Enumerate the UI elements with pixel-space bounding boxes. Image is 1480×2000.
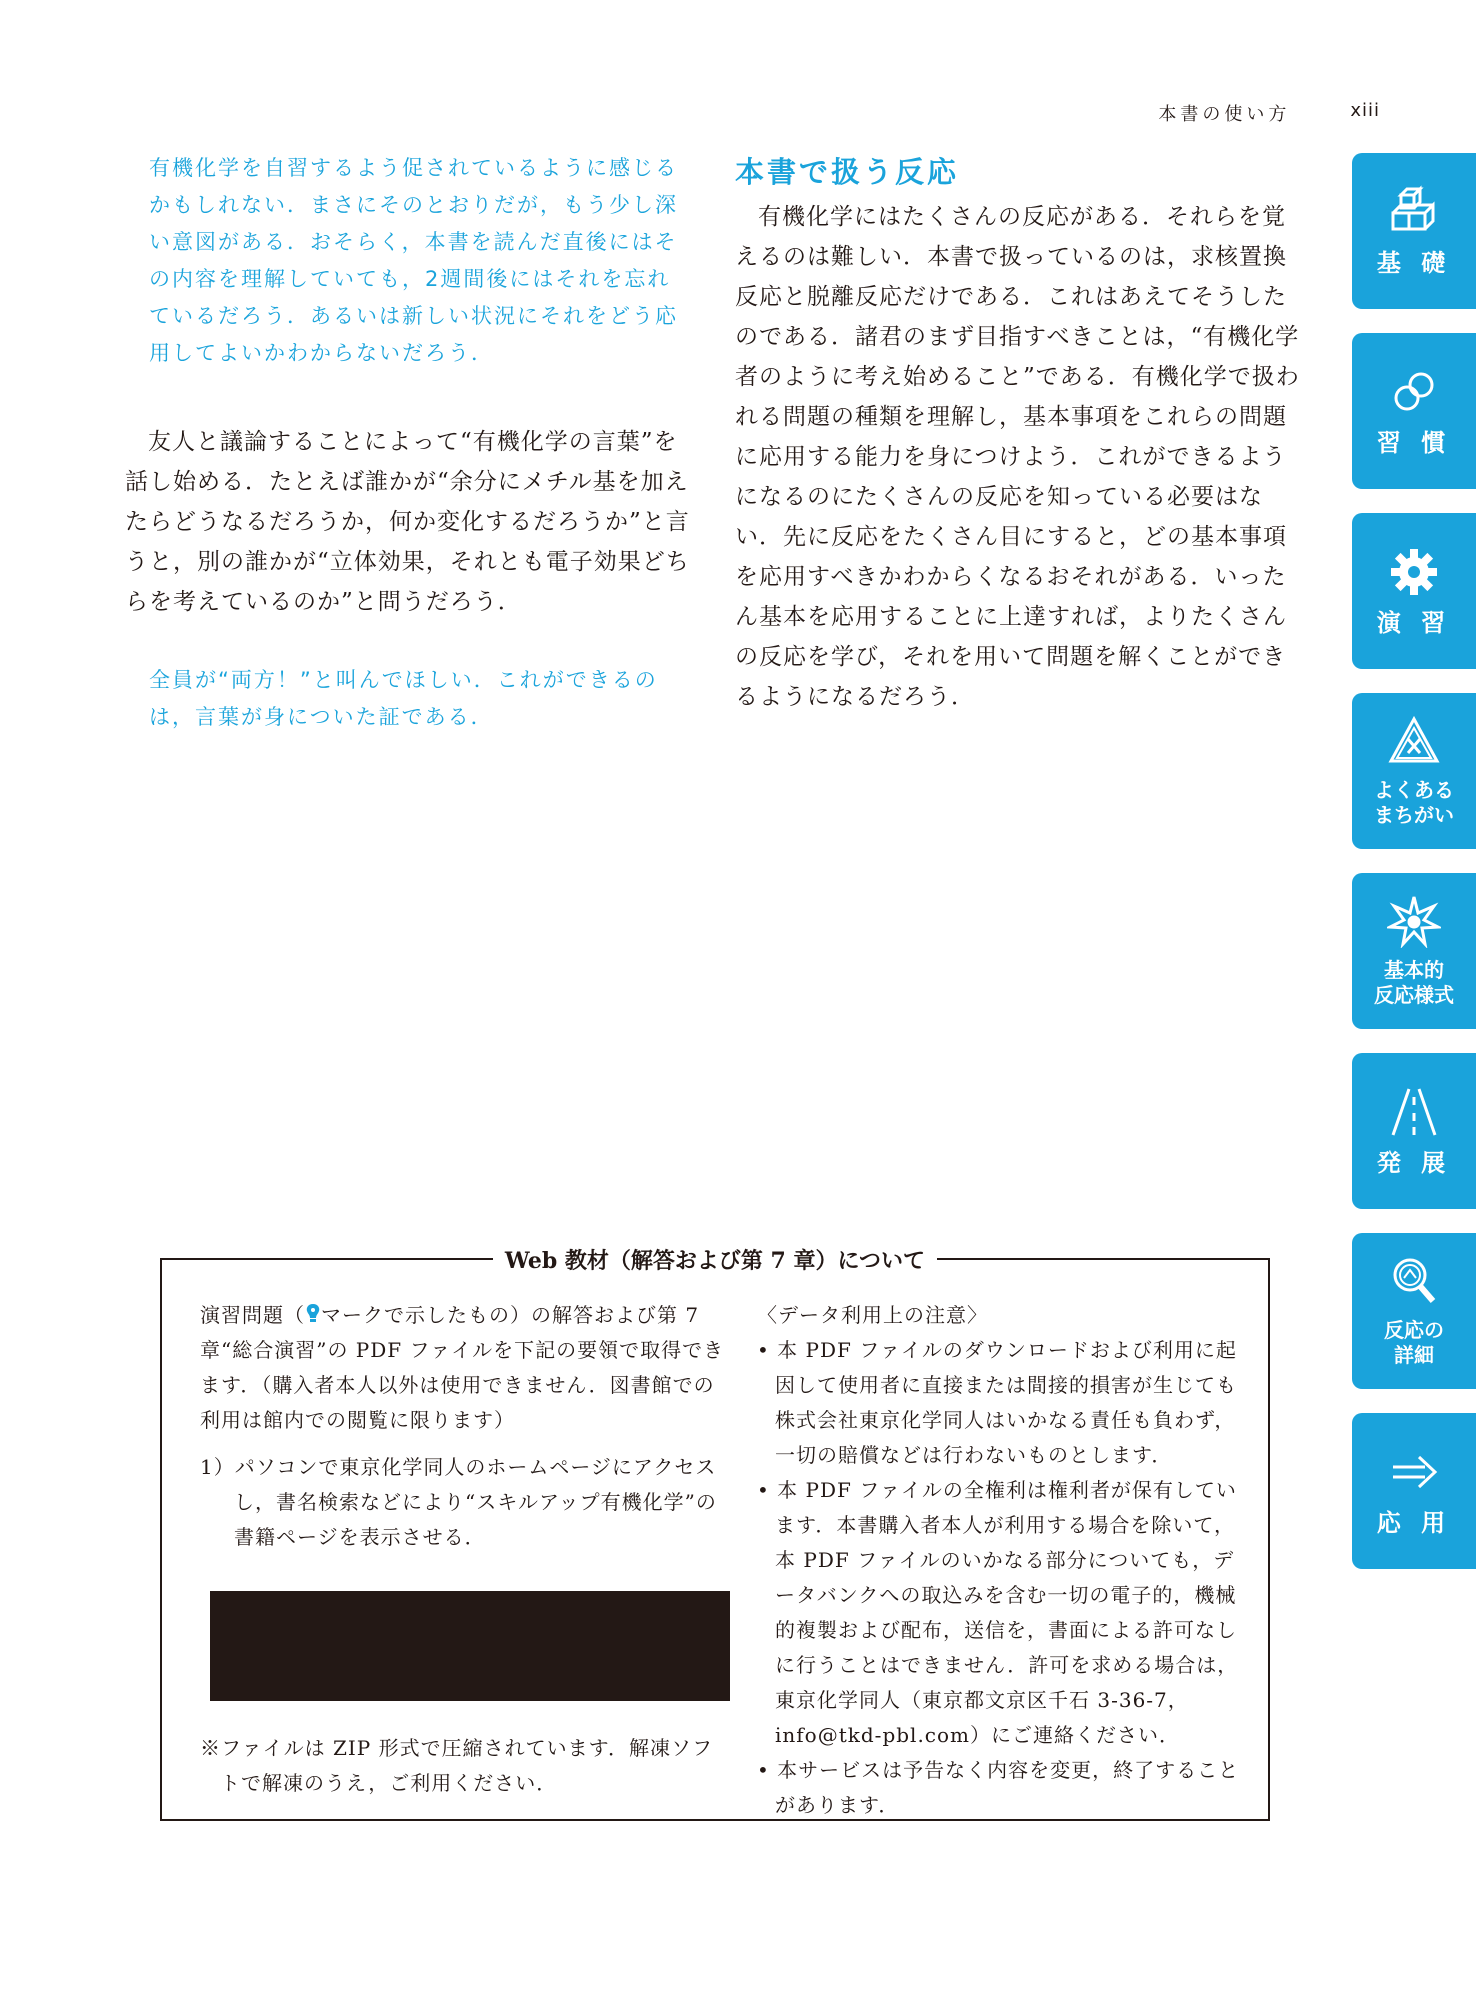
tab-label: 基 礎 — [1376, 249, 1452, 277]
tab-label: 基本的 反応様式 — [1374, 958, 1454, 1007]
caution-heading: 〈データ利用上の注意〉 — [757, 1303, 988, 1327]
rings-icon — [1387, 365, 1441, 419]
tab-hatten[interactable] — [1352, 1053, 1476, 1209]
box-title-text: Web 教材（解答および第 7 章）について — [493, 1248, 937, 1274]
tab-label: よくある まちがい — [1374, 778, 1454, 827]
arrow-icon — [1387, 1445, 1441, 1499]
gear-icon — [1387, 545, 1441, 599]
lightbulb-icon — [305, 1303, 321, 1325]
intro-text — [200, 1298, 725, 1438]
tab-kiso[interactable] — [1352, 153, 1476, 309]
tab-label: 発 展 — [1376, 1149, 1452, 1177]
tab-reaction-patterns[interactable] — [1352, 873, 1476, 1029]
intro-part-b: マークで示したもの）の解答および第 7 章“総合演習”の PDF ファイルを下記の要領で取得できます．（購入者本人以外は使用できません．図書館での利用は館内での閲覧に限ります） — [200, 1303, 725, 1432]
tab-label: 応 用 — [1376, 1509, 1452, 1537]
tab-enshu[interactable] — [1352, 513, 1476, 669]
tab-reaction-details[interactable] — [1352, 1233, 1476, 1389]
tab-label: 演 習 — [1376, 609, 1452, 637]
running-header — [1158, 100, 1380, 126]
study-note: 有機化学を自習するよう促されているように感じるかもしれない．まさにそのとおりだが，もう少し深い意図がある．おそらく，本書を読んだ直後にはその内容を理解していても，2週間後にはそれを忘れているだろう．あるいは新しい状況にそれをどう応用してよいかわからないだろう． — [149, 156, 678, 365]
step-1: 1）パソコンで東京化学同人のホームページにアクセスし，書名検索などにより“スキルアップ有機化学”の書籍ページを表示させる． — [200, 1455, 717, 1549]
usage-cautions — [757, 1298, 1247, 1823]
tab-oyo[interactable] — [1352, 1413, 1476, 1569]
page-number: xiii — [1350, 100, 1380, 121]
warning-x-icon — [1387, 714, 1441, 768]
web-materials-box — [160, 1248, 1270, 1821]
running-title: 本書の使い方 — [1158, 104, 1291, 125]
intro-part-a: 演習問題（ — [200, 1303, 305, 1327]
tab-shukan[interactable] — [1352, 333, 1476, 489]
right-column — [735, 150, 1305, 717]
download-instructions — [200, 1298, 725, 1801]
tab-label: 習 慣 — [1376, 429, 1452, 457]
discussion-paragraph: 友人と議論することによって“有機化学の言葉”を話し始める．たとえば誰かが“余分にメチル基を加えたらどうなるだろうか，何か変化するだろうか”と言うと，別の誰かが“立体効果，それとも電子効果どちらを考えているのか”と問うだろう． — [125, 429, 690, 615]
section-heading: 本書で扱う反応 — [735, 155, 960, 189]
magnifier-icon — [1387, 1254, 1441, 1308]
tab-mistakes[interactable] — [1352, 693, 1476, 849]
redacted-block — [210, 1591, 730, 1701]
answer-note: 全員が“両方！”と叫んでほしい．これができるのは，言葉が身についた証である． — [149, 668, 658, 729]
zip-note: ※ファイルは ZIP 形式で圧縮されています．解凍ソフトで解凍のうえ，ご利用ください． — [200, 1736, 713, 1795]
left-column — [125, 150, 695, 736]
tab-label: 反応の 詳細 — [1384, 1318, 1444, 1367]
caution-item: • 本 PDF ファイルのダウンロードおよび利用に起因して使用者に直接または間接的損害が生じても株式会社東京化学同人はいかなる責任も負わず，一切の賠償などは行わないものとします． — [757, 1338, 1237, 1467]
chapter-tabs — [1352, 153, 1480, 1593]
box-title — [162, 1244, 1268, 1275]
road-icon — [1387, 1085, 1441, 1139]
reactions-paragraph: 有機化学にはたくさんの反応がある．それらを覚えるのは難しい．本書で扱っているのは，求核置換反応と脱離反応だけである．これはあえてそうしたのである．諸君のまず目指すべきことは，“有機化学者のように考え始めること”である．有機化学で扱われる問題の種類を理解し，基本事項をこれらの問題に応用する能力を身につけよう．これができるようになるのにたくさんの反応を知っている必要はない．先に反応をたくさん目にすると，どの基本事項を応用すべきかわからくなるおそれがある．いったん基本を応用することに上達すれば，よりたくさんの反応を学び，それを用いて問題を解くことができるようになるだろう． — [735, 204, 1300, 710]
star-burst-icon — [1387, 894, 1441, 948]
cubes-icon — [1387, 185, 1441, 239]
caution-item: • 本サービスは予告なく内容を変更，終了することがあります． — [757, 1758, 1240, 1817]
caution-item: • 本 PDF ファイルの全権利は権利者が保有しています．本書購入者本人が利用する場合を除いて，本 PDF ファイルのいかなる部分についても，データバンクへの取込みを含む一切の電子的，機械的複製および配布，送信を，書面による許可なしに行うことはできません．許可を求める場合は，東京化学同人（東京都文京区千石 3-36-7，info@tkd-pbl.com）にご連絡ください． — [757, 1478, 1239, 1747]
